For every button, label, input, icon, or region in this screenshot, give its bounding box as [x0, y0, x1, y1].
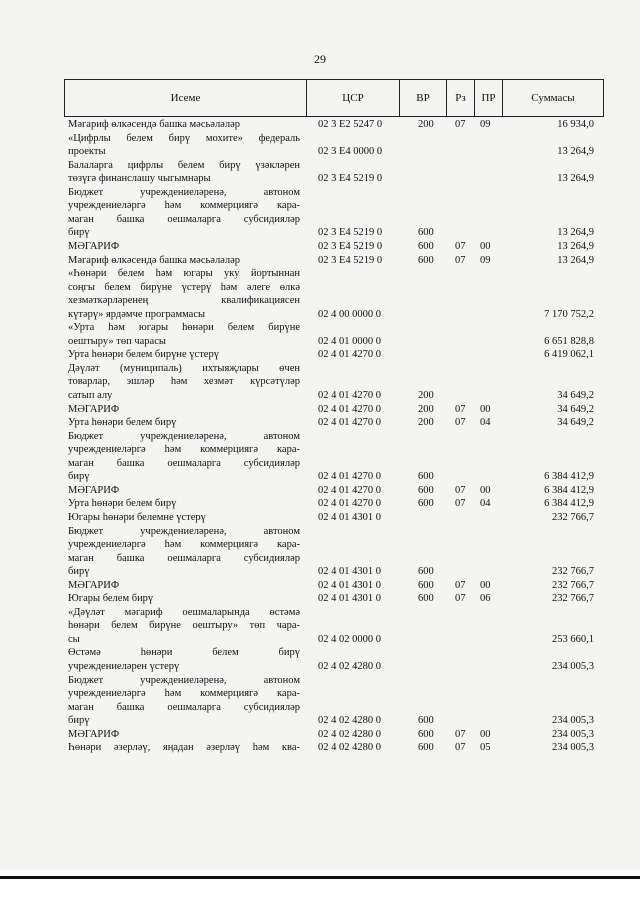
table-row [0, 687, 640, 700]
cell-csr: 02 4 01 4301 0 [318, 511, 381, 523]
cell-sum: 234 005,3 [552, 728, 594, 740]
cell-name: учреждениеләргә һәм коммерциягә кара- [68, 539, 300, 551]
cell-name: «Дәүләт мәгариф оешмаларында өстәмә [68, 606, 300, 618]
table-row [0, 443, 640, 456]
cell-name: Бюджет учреждениеләренә, автоном [68, 674, 300, 686]
cell-name: МӘГАРИФ [68, 728, 120, 740]
cell-csr: 02 4 01 0000 0 [318, 335, 381, 347]
table-row [0, 375, 640, 388]
cell-name: соңгы белем бирүне үстерү һәм әлеге өлкә [68, 281, 300, 293]
cell-name: Урта һөнәри белем бирү [68, 498, 177, 510]
cell-name: учреждениеләргә һәм коммерциягә кара- [68, 688, 300, 700]
table-row [0, 552, 640, 565]
cell-sum: 232 766,7 [552, 511, 594, 523]
cell-vr: 600 [418, 240, 434, 252]
cell-rz: 07 [455, 579, 466, 591]
table-row [0, 172, 640, 185]
cell-name: бирү [68, 471, 90, 483]
cell-name: Һөнәри әзерләү, яңадан әзерләү һәм ква- [68, 742, 300, 754]
table-row [0, 321, 640, 334]
cell-rz: 07 [455, 484, 466, 496]
cell-name: Өстәмә һөнәри белем бирү [68, 647, 300, 659]
cell-sum: 234 005,3 [552, 661, 594, 672]
cell-name: Мәгариф өлкәсендә башка мәсьәләләр [68, 119, 240, 130]
table-row [0, 213, 640, 226]
scan-edge-line [0, 876, 640, 879]
cell-name: Мәгариф өлкәсендә башка мәсьәләләр [68, 254, 240, 266]
table-row [0, 701, 640, 714]
cell-csr: 02 4 01 4270 0 [318, 417, 381, 429]
header-pr: ПР [474, 80, 502, 116]
table-row [0, 714, 640, 727]
table-row [0, 132, 640, 145]
table-row [0, 741, 640, 754]
cell-name: «Цифрлы белем бирү мохите» федераль [68, 132, 300, 144]
table-row [0, 389, 640, 402]
table-row [0, 118, 640, 131]
cell-name: Югары белем бирү [68, 593, 154, 605]
cell-sum: 234 005,3 [552, 715, 594, 727]
cell-name: сы [68, 633, 80, 645]
cell-rz: 07 [455, 403, 466, 415]
cell-name: Югары һөнәри белемне үстерү [68, 511, 206, 523]
table-row [0, 457, 640, 470]
cell-name: Бюджет учреждениеләренә, автоном [68, 430, 300, 442]
cell-name: маган башка оешмаларга субсидияләр [68, 552, 300, 564]
cell-name: МӘГАРИФ [68, 240, 120, 252]
cell-vr: 600 [418, 579, 434, 591]
cell-rz: 07 [455, 417, 466, 429]
cell-name: учреждениеләргә һәм коммерциягә кара- [68, 200, 300, 212]
cell-rz: 07 [455, 119, 466, 130]
table-row [0, 728, 640, 741]
header-sum: Суммасы [502, 80, 603, 116]
cell-name: учреждениеләргә һәм коммерциягә кара- [68, 444, 300, 456]
cell-vr: 200 [418, 403, 434, 415]
table-row [0, 565, 640, 578]
cell-sum: 232 766,7 [552, 593, 594, 605]
cell-csr: 02 4 01 4301 0 [318, 579, 381, 591]
cell-vr: 600 [418, 742, 434, 754]
cell-csr: 02 4 01 4270 0 [318, 498, 381, 510]
cell-name: сатып алу [68, 390, 113, 401]
cell-name: МӘГАРИФ [68, 403, 120, 415]
cell-rz: 07 [455, 498, 466, 510]
cell-csr: 02 3 E4 5219 0 [318, 173, 383, 185]
cell-sum: 16 934,0 [557, 119, 594, 130]
cell-csr: 02 4 02 4280 0 [318, 661, 381, 672]
cell-sum: 6 419 062,1 [544, 349, 594, 361]
cell-name: «Һөнәри белем һәм югары уку йортыннан [68, 268, 300, 280]
cell-name: Балаларга цифрлы белем бирү үзәкләрен [68, 159, 300, 171]
cell-sum: 13 264,9 [557, 146, 594, 158]
cell-name: бирү [68, 227, 90, 239]
cell-sum: 6 384 412,9 [544, 471, 594, 483]
cell-sum: 6 384 412,9 [544, 484, 594, 496]
cell-csr: 02 4 01 4301 0 [318, 566, 381, 578]
table-row [0, 538, 640, 551]
table-row [0, 186, 640, 199]
cell-name: «Урта һәм югары һөнәри белем бирүне [68, 322, 300, 334]
table-row [0, 511, 640, 524]
table-row [0, 308, 640, 321]
cell-name: Дәүләт (муниципаль) ихтыяҗлары өчен [68, 362, 300, 374]
cell-name: бирү [68, 715, 90, 727]
table-row [0, 606, 640, 619]
cell-sum: 34 649,2 [557, 390, 594, 401]
cell-sum: 234 005,3 [552, 742, 594, 754]
table-row [0, 579, 640, 592]
cell-sum: 7 170 752,2 [544, 308, 594, 320]
cell-vr: 200 [418, 390, 434, 401]
cell-vr: 600 [418, 254, 434, 266]
table-row [0, 281, 640, 294]
table-row [0, 633, 640, 646]
cell-name: МӘГАРИФ [68, 579, 120, 591]
cell-vr: 600 [418, 471, 434, 483]
cell-name: проекты [68, 146, 106, 158]
cell-vr: 200 [418, 417, 434, 429]
table-row [0, 240, 640, 253]
table-row [0, 254, 640, 267]
table-row [0, 660, 640, 673]
cell-vr: 600 [418, 498, 434, 510]
cell-sum: 13 264,9 [557, 254, 594, 266]
cell-rz: 07 [455, 593, 466, 605]
cell-vr: 600 [418, 715, 434, 727]
cell-rz: 07 [455, 728, 466, 740]
cell-vr: 200 [418, 119, 434, 130]
cell-pr: 09 [480, 254, 491, 266]
cell-csr: 02 3 E4 5219 0 [318, 254, 383, 266]
cell-csr: 02 4 02 4280 0 [318, 742, 381, 754]
table-row [0, 348, 640, 361]
cell-name: Бюджет учреждениеләренә, автоном [68, 186, 300, 198]
table-row [0, 226, 640, 239]
cell-pr: 00 [480, 484, 491, 496]
cell-rz: 07 [455, 254, 466, 266]
table-row [0, 362, 640, 375]
cell-sum: 34 649,2 [557, 403, 594, 415]
table-row [0, 497, 640, 510]
table-row [0, 430, 640, 443]
cell-name: Бюджет учреждениеләренә, автоном [68, 525, 300, 537]
cell-csr: 02 4 02 4280 0 [318, 728, 381, 740]
cell-pr: 09 [480, 119, 491, 130]
table-row [0, 525, 640, 538]
table-row [0, 267, 640, 280]
header-csr: ЦСР [306, 80, 399, 116]
cell-vr: 600 [418, 484, 434, 496]
cell-sum: 6 384 412,9 [544, 498, 594, 510]
cell-sum: 13 264,9 [557, 240, 594, 252]
cell-name: МӘГАРИФ [68, 484, 120, 496]
header-name: Исеме [170, 92, 201, 104]
table-row [0, 403, 640, 416]
cell-sum: 34 649,2 [557, 417, 594, 429]
cell-vr: 600 [418, 566, 434, 578]
cell-name: оештыру» төп чарасы [68, 335, 166, 347]
table-row [0, 470, 640, 483]
cell-name: бирү [68, 566, 90, 578]
cell-pr: 04 [480, 498, 491, 510]
cell-name: күтәрү» ярдәмче программасы [68, 308, 206, 320]
cell-sum: 6 651 828,8 [544, 335, 594, 347]
cell-name: маган башка оешмаларга субсидияләр [68, 701, 300, 713]
cell-rz: 07 [455, 742, 466, 754]
cell-pr: 00 [480, 240, 491, 252]
cell-pr: 04 [480, 417, 491, 429]
cell-sum: 13 264,9 [557, 173, 594, 185]
table-row [0, 199, 640, 212]
cell-csr: 02 4 01 4270 0 [318, 471, 381, 483]
cell-rz: 07 [455, 240, 466, 252]
cell-csr: 02 3 E2 5247 0 [318, 119, 383, 130]
table-row [0, 674, 640, 687]
cell-vr: 600 [418, 227, 434, 239]
table-row [0, 484, 640, 497]
cell-sum: 13 264,9 [557, 227, 594, 239]
table-row [0, 619, 640, 632]
table-row [0, 646, 640, 659]
cell-pr: 05 [480, 742, 491, 754]
cell-csr: 02 3 E4 5219 0 [318, 240, 383, 252]
cell-name: һөнәри белем бирүне оештыру» төп чара- [68, 620, 300, 632]
cell-csr: 02 4 01 4270 0 [318, 349, 381, 361]
cell-sum: 232 766,7 [552, 566, 594, 578]
table-row [0, 335, 640, 348]
cell-pr: 00 [480, 579, 491, 591]
cell-name: маган башка оешмаларга субсидияләр [68, 213, 300, 225]
table-row [0, 416, 640, 429]
cell-csr: 02 4 01 4270 0 [318, 403, 381, 415]
cell-sum: 232 766,7 [552, 579, 594, 591]
cell-pr: 00 [480, 728, 491, 740]
page-number: 29 [314, 52, 326, 66]
cell-name: маган башка оешмаларга субсидияләр [68, 457, 300, 469]
cell-pr: 06 [480, 593, 491, 605]
table-row [0, 294, 640, 307]
header-rz: Рз [446, 80, 474, 116]
cell-vr: 600 [418, 728, 434, 740]
table-row [0, 159, 640, 172]
cell-csr: 02 4 02 0000 0 [318, 633, 381, 645]
cell-csr: 02 4 01 4270 0 [318, 390, 381, 401]
cell-name: Урта һөнәри белем бирү [68, 417, 177, 429]
cell-pr: 00 [480, 403, 491, 415]
table-row [0, 592, 640, 605]
cell-csr: 02 3 E4 5219 0 [318, 227, 383, 239]
cell-sum: 253 660,1 [552, 633, 594, 645]
cell-name: учреждениеләрен үстерү [68, 661, 180, 672]
cell-name: хезмәткәрләренең квалификациясен [68, 295, 300, 307]
cell-name: Урта һөнәри белем бирүне үстерү [68, 349, 219, 361]
cell-csr: 02 4 00 0000 0 [318, 308, 381, 320]
cell-csr: 02 4 01 4270 0 [318, 484, 381, 496]
cell-name: товарлар, эшләр һәм хезмәт күрсәтүләр [68, 376, 300, 388]
cell-vr: 600 [418, 593, 434, 605]
header-vr: ВР [399, 80, 446, 116]
cell-csr: 02 4 02 4280 0 [318, 715, 381, 727]
cell-csr: 02 4 01 4301 0 [318, 593, 381, 605]
cell-name: төзүгә финанслашу чыгымнары [68, 173, 211, 185]
table-row [0, 145, 640, 158]
cell-csr: 02 3 E4 0000 0 [318, 146, 383, 158]
